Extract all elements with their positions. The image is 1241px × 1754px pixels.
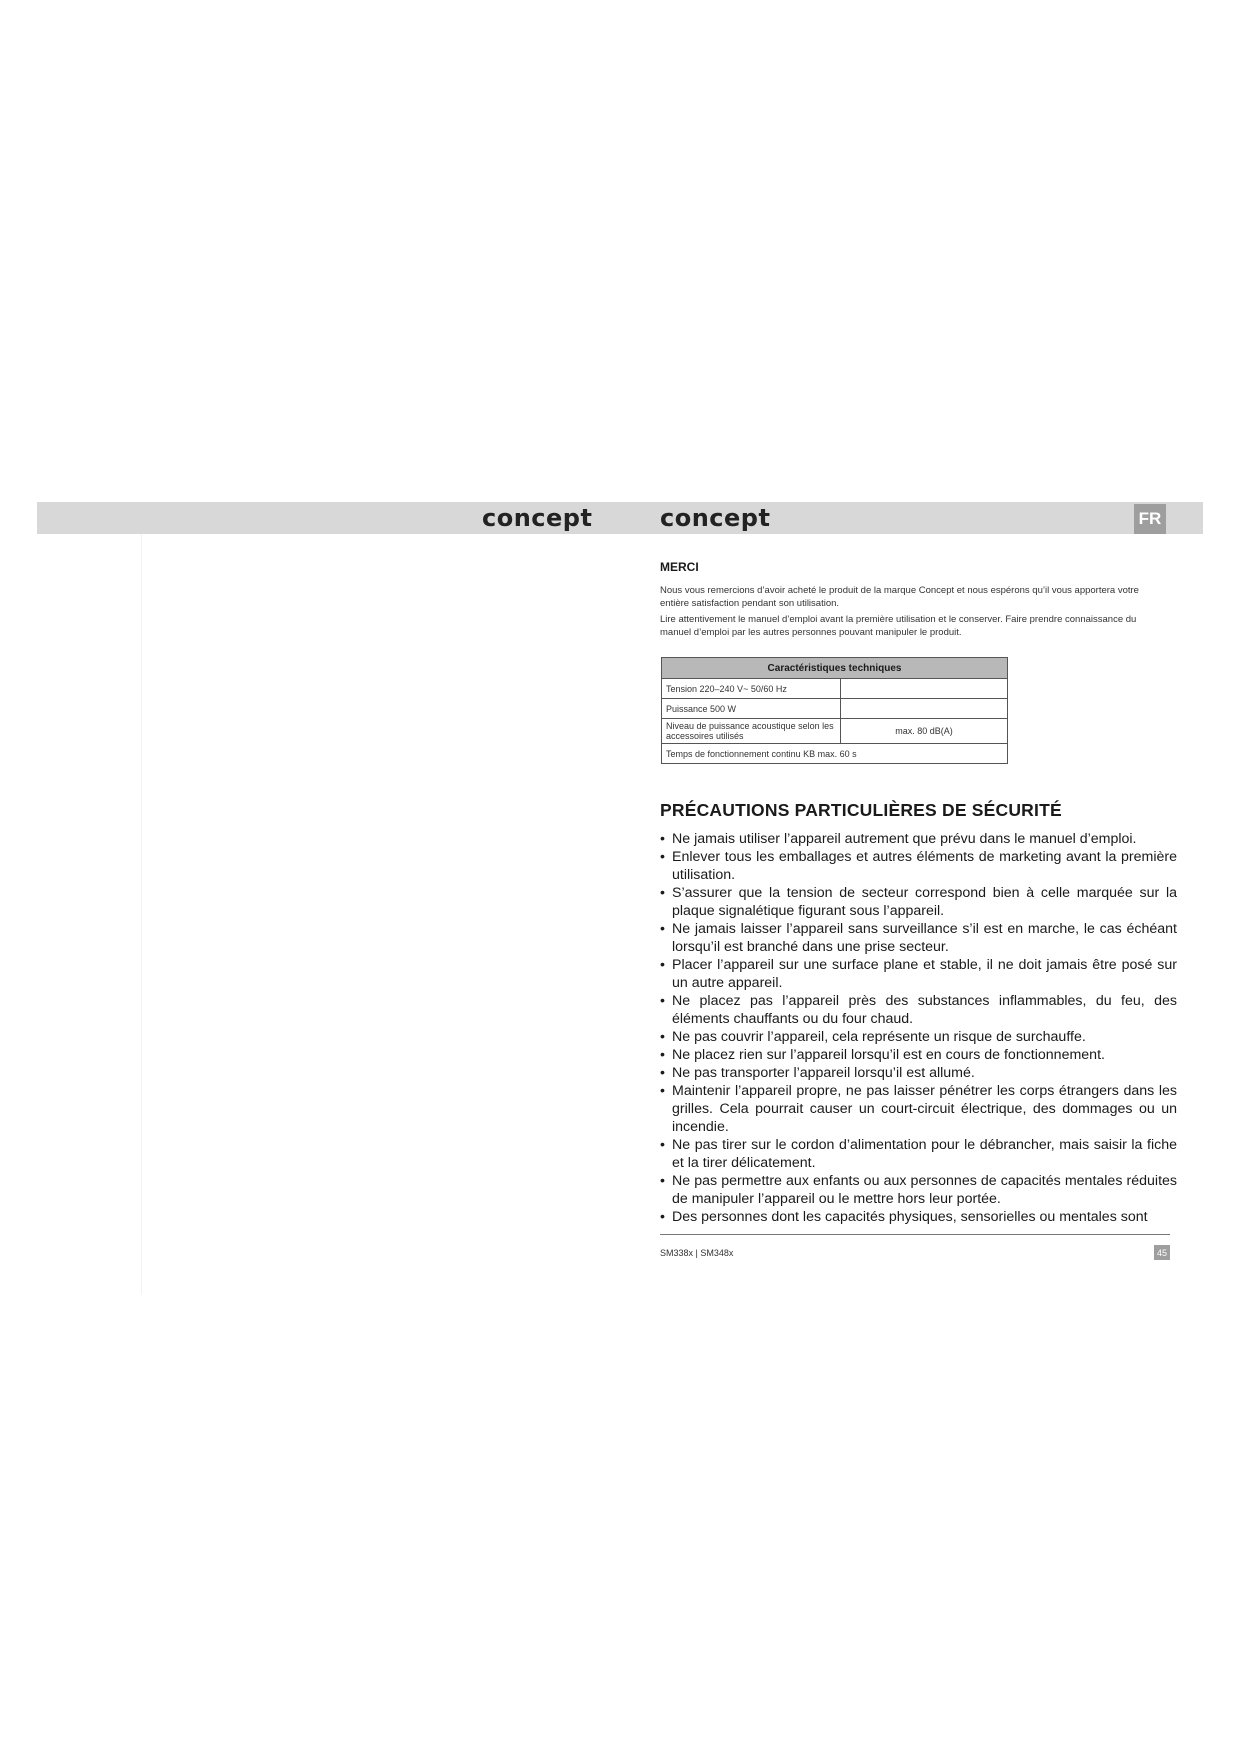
spec-value <box>841 699 1008 719</box>
list-item: • Maintenir l’appareil propre, ne pas laisser pénétrer les corps étrangers dans les grilles. Cela pourrait causer un court-circuit électrique, des dommages ou un incendie. <box>660 1082 1177 1136</box>
list-item: • S’assurer que la tension de secteur correspond bien à celle marquée sur la plaque signalétique figurant sous l’appareil. <box>660 884 1177 920</box>
spec-label: Tension 220–240 V~ 50/60 Hz <box>662 679 841 699</box>
list-item: • Ne pas transporter l’appareil lorsqu’il est allumé. <box>660 1064 1177 1082</box>
list-item: • Des personnes dont les capacités physiques, sensorielles ou mentales sont <box>660 1208 1177 1226</box>
table-row <box>662 699 1008 719</box>
list-item: • Ne placez pas l’appareil près des substances inflammables, du feu, des éléments chauffants ou du four chaud. <box>660 992 1177 1028</box>
list-item: • Placer l’appareil sur une surface plane et stable, il ne doit jamais être posé sur un autre appareil. <box>660 956 1177 992</box>
left-page-blank <box>141 534 142 1294</box>
table-row <box>662 744 1008 764</box>
safety-list <box>660 830 1177 1226</box>
header-band <box>37 502 1203 534</box>
footer-model: SM338x | SM348x <box>660 1248 734 1258</box>
spec-label: Temps de fonctionnement continu KB max. 60 s <box>662 744 1008 764</box>
merci-paragraph-2: Lire attentivement le manuel d’emploi avant la première utilisation et le conserver. Faire prendre connaissance du manuel d’emploi par les autres personnes pouvant manipuler le produit. <box>660 614 1137 638</box>
concept-logo-left: concept <box>482 504 593 532</box>
language-badge: FR <box>1134 504 1166 534</box>
merci-title: MERCI <box>660 560 699 574</box>
table-row <box>662 719 1008 744</box>
table-row <box>662 679 1008 699</box>
list-item: • Ne pas permettre aux enfants ou aux personnes de capacités mentales réduites de manipuler l’appareil ou le mettre hors leur portée. <box>660 1172 1177 1208</box>
spec-value <box>841 679 1008 699</box>
concept-logo-right: concept <box>660 504 771 532</box>
spec-label: Puissance 500 W <box>662 699 841 719</box>
merci-paragraph-1: Nous vous remercions d’avoir acheté le produit de la marque Concept et nous espérons qu’il vous apportera votre entière satisfaction pendant son utilisation. <box>660 585 1139 609</box>
list-item: • Ne pas tirer sur le cordon d’alimentation pour le débrancher, mais saisir la fiche et la tirer délicatement. <box>660 1136 1177 1172</box>
document-spread <box>37 502 1203 1294</box>
page-number: 45 <box>1154 1245 1170 1260</box>
spec-label: Niveau de puissance acoustique selon les accessoires utilisés <box>662 719 841 744</box>
list-item: • Ne jamais laisser l’appareil sans surveillance s’il est en marche, le cas échéant lorsqu’il est branché dans une prise secteur. <box>660 920 1177 956</box>
specs-table <box>661 657 1008 764</box>
spec-value: max. 80 dB(A) <box>841 719 1008 744</box>
list-item: • Enlever tous les emballages et autres éléments de marketing avant la première utilisation. <box>660 848 1177 884</box>
list-item: • Ne pas couvrir l’appareil, cela représente un risque de surchauffe. <box>660 1028 1177 1046</box>
list-item: • Ne placez rien sur l’appareil lorsqu’il est en cours de fonctionnement. <box>660 1046 1177 1064</box>
list-item: • Ne jamais utiliser l’appareil autrement que prévu dans le manuel d’emploi. <box>660 830 1177 848</box>
safety-title: PRÉCAUTIONS PARTICULIÈRES DE SÉCURITÉ <box>660 800 1062 820</box>
footer-divider <box>660 1234 1170 1235</box>
specs-table-header: Caractéristiques techniques <box>662 658 1008 679</box>
